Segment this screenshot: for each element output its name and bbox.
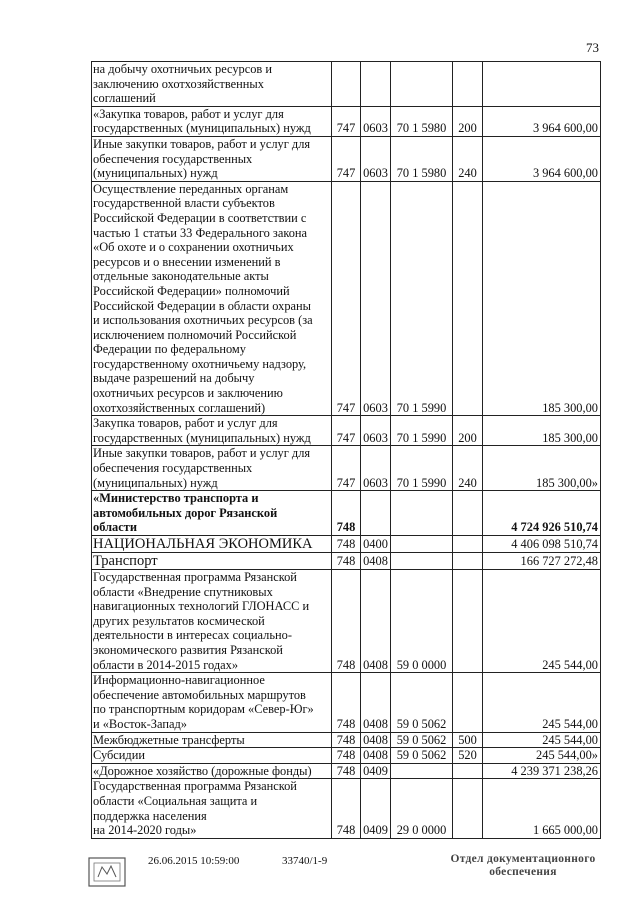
row-amount	[483, 62, 601, 107]
row-target-article: 70 1 5980	[391, 106, 453, 136]
row-target-article	[391, 553, 453, 570]
row-amount: 245 544,00	[483, 673, 601, 732]
row-target-article: 70 1 5990	[391, 416, 453, 446]
row-admin-code: 748	[332, 779, 361, 838]
footer-department-line: Отдел документационного	[450, 853, 596, 865]
row-amount: 185 300,00	[483, 181, 601, 416]
row-admin-code: 748	[332, 673, 361, 732]
row-expense-type: 240	[453, 446, 483, 491]
row-admin-code: 747	[332, 446, 361, 491]
row-description: Закупка товаров, работ и услуг для государственных (муниципальных) нужд	[92, 416, 332, 446]
row-section-code: 0408	[361, 570, 391, 673]
budget-table	[91, 61, 601, 839]
table-row	[92, 748, 601, 764]
page-footer	[86, 855, 616, 895]
row-expense-type	[453, 779, 483, 838]
row-description: Информационно-навигационное обеспечение автомобильных маршрутов по транспортным коридорам «Север-Юг» и «Восток-Запад»	[92, 673, 332, 732]
table-row	[92, 763, 601, 779]
row-admin-code: 747	[332, 106, 361, 136]
row-amount: 245 544,00	[483, 732, 601, 748]
row-section-code: 0603	[361, 446, 391, 491]
row-target-article	[391, 763, 453, 779]
row-amount: 166 727 272,48	[483, 553, 601, 570]
row-expense-type	[453, 553, 483, 570]
row-admin-code: 748	[332, 570, 361, 673]
page-number: 73	[586, 40, 599, 55]
row-expense-type	[453, 181, 483, 416]
row-section-code: 0408	[361, 732, 391, 748]
table-row	[92, 673, 601, 732]
row-admin-code	[332, 62, 361, 107]
row-section-code	[361, 491, 391, 536]
row-target-article	[391, 536, 453, 553]
row-amount: 1 665 000,00	[483, 779, 601, 838]
row-target-article: 70 1 5980	[391, 136, 453, 181]
table-row	[92, 136, 601, 181]
row-description: «Закупка товаров, работ и услуг для государственных (муниципальных) нужд	[92, 106, 332, 136]
row-admin-code: 748	[332, 763, 361, 779]
row-expense-type	[453, 536, 483, 553]
row-section-code: 0409	[361, 763, 391, 779]
row-target-article: 59 0 5062	[391, 732, 453, 748]
row-section-code: 0603	[361, 416, 391, 446]
row-expense-type: 520	[453, 748, 483, 764]
table-row	[92, 62, 601, 107]
row-admin-code: 748	[332, 536, 361, 553]
row-section-code: 0408	[361, 673, 391, 732]
row-section-code: 0603	[361, 136, 391, 181]
row-admin-code: 747	[332, 416, 361, 446]
row-target-article: 29 0 0000	[391, 779, 453, 838]
row-description: Осуществление переданных органам государственной власти субъектов Российской Федерации в соответствии с частью 1 статьи 33 Федерального закона «Об охоте и о сохранении охотничьих ресурсов и о внесении изменений в отдельные законодательные акты Российской Федерации» полномочий Российской Федерации в области охраны и использования охотничьих ресурсов (за исключением полномочий Российской Федерации по федеральному государственному охотничьему надзору, выдаче разрешений на добычу охотничьих ресурсов и заключению охотхозяйственных соглашений)	[92, 181, 332, 416]
row-description: Транспорт	[92, 553, 332, 570]
row-target-article: 59 0 5062	[391, 673, 453, 732]
row-amount: 185 300,00	[483, 416, 601, 446]
row-amount: 185 300,00»	[483, 446, 601, 491]
footer-department	[438, 853, 608, 879]
row-section-code: 0603	[361, 106, 391, 136]
row-expense-type: 200	[453, 416, 483, 446]
row-section-code	[361, 62, 391, 107]
row-amount: 4 239 371 238,26	[483, 763, 601, 779]
row-expense-type	[453, 673, 483, 732]
row-section-code: 0408	[361, 748, 391, 764]
row-target-article	[391, 491, 453, 536]
row-amount: 3 964 600,00	[483, 136, 601, 181]
row-admin-code: 748	[332, 553, 361, 570]
row-amount: 4 724 926 510,74	[483, 491, 601, 536]
row-target-article: 59 0 0000	[391, 570, 453, 673]
table-row	[92, 553, 601, 570]
table-row	[92, 181, 601, 416]
row-expense-type: 200	[453, 106, 483, 136]
row-target-article: 70 1 5990	[391, 181, 453, 416]
row-description: на добычу охотничьих ресурсов и заключению охотхозяйственных соглашений	[92, 62, 332, 107]
row-description: Субсидии	[92, 748, 332, 764]
row-section-code: 0409	[361, 779, 391, 838]
row-amount: 245 544,00	[483, 570, 601, 673]
table-row	[92, 536, 601, 553]
table-row	[92, 106, 601, 136]
table-row	[92, 779, 601, 838]
footer-timestamp: 26.06.2015 10:59:00	[148, 855, 240, 867]
table-row	[92, 491, 601, 536]
row-admin-code: 748	[332, 491, 361, 536]
row-target-article	[391, 62, 453, 107]
row-section-code: 0400	[361, 536, 391, 553]
row-description: Государственная программа Рязанской области «Внедрение спутниковых навигационных технологий ГЛОНАСС и других результатов космической деятельности в интересах социально- экономического развития Рязанской области в 2014-2015 годах»	[92, 570, 332, 673]
table-row	[92, 416, 601, 446]
row-admin-code: 747	[332, 136, 361, 181]
row-description: Межбюджетные трансферты	[92, 732, 332, 748]
row-expense-type	[453, 491, 483, 536]
row-description: Государственная программа Рязанской области «Социальная защита и поддержка населения на 2014-2020 годы»	[92, 779, 332, 838]
footer-document-id: 33740/1-9	[282, 855, 328, 867]
row-description: Иные закупки товаров, работ и услуг для обеспечения государственных (муниципальных) нужд	[92, 446, 332, 491]
table-row	[92, 732, 601, 748]
row-description: «Дорожное хозяйство (дорожные фонды)	[92, 763, 332, 779]
row-admin-code: 747	[332, 181, 361, 416]
row-admin-code: 748	[332, 748, 361, 764]
row-description: Иные закупки товаров, работ и услуг для обеспечения государственных (муниципальных) нужд	[92, 136, 332, 181]
footer-department-line: обеспечения	[489, 866, 557, 878]
row-target-article: 70 1 5990	[391, 446, 453, 491]
row-expense-type	[453, 763, 483, 779]
row-description: «Министерство транспорта и автомобильных дорог Рязанской области	[92, 491, 332, 536]
row-amount: 3 964 600,00	[483, 106, 601, 136]
row-amount: 245 544,00»	[483, 748, 601, 764]
stamp-icon	[86, 855, 128, 889]
row-section-code: 0603	[361, 181, 391, 416]
row-expense-type	[453, 570, 483, 673]
row-admin-code: 748	[332, 732, 361, 748]
row-expense-type	[453, 62, 483, 107]
table-row	[92, 446, 601, 491]
row-expense-type: 500	[453, 732, 483, 748]
row-amount: 4 406 098 510,74	[483, 536, 601, 553]
row-target-article: 59 0 5062	[391, 748, 453, 764]
row-section-code: 0408	[361, 553, 391, 570]
row-expense-type: 240	[453, 136, 483, 181]
table-row	[92, 570, 601, 673]
row-description: НАЦИОНАЛЬНАЯ ЭКОНОМИКА	[92, 536, 332, 553]
